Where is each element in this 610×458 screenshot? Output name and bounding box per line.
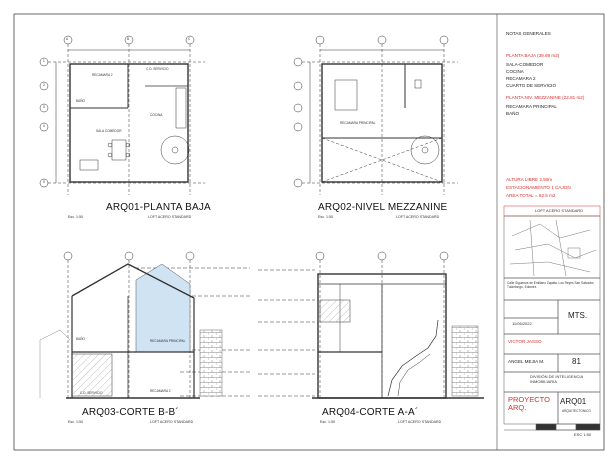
grid-row-3: 3 — [43, 105, 45, 109]
section2-title: ARQ04-CORTE A-A´ — [322, 407, 419, 418]
tb-header: LOFT ACERO STANDARD — [535, 208, 584, 213]
plan1-room-3: COCINA — [150, 113, 163, 117]
plan-2-drawing — [294, 36, 458, 195]
grid-row-4: 4 — [43, 124, 45, 128]
notes-altura: ALTURA LIBRE 2.50m — [506, 177, 553, 182]
section1-title: ARQ03-CORTE B-B´ — [82, 407, 179, 418]
plan1-room-2: C.D. SERVICIO — [146, 67, 169, 71]
grid-row-2: 2 — [43, 83, 45, 87]
section2-type: LOFT ACERO STANDARD — [398, 420, 442, 424]
section1-type: LOFT ACERO STANDARD — [150, 420, 194, 424]
plan-1-drawing — [40, 36, 205, 195]
tb-sheet-code: ARQ01 — [560, 397, 587, 406]
notes-heading: NOTAS GENERALES — [506, 31, 551, 36]
notes-estacionamiento: ESTACIONAMIENTO 1 CAJON — [506, 185, 571, 190]
section1-room-4: RECAMARA 2 — [150, 389, 171, 393]
notes-pb-item: COCINA — [506, 69, 524, 74]
section1-room-1: BAÑO — [76, 337, 86, 341]
plan2-scale: Esc. 1:50 — [318, 215, 333, 219]
plan1-type: LOFT ACERO STANDARD — [148, 215, 192, 219]
plan1-scale: Esc. 1:50 — [68, 215, 83, 219]
notes-mz-title: PLANTA NIV. MEZZANINE (22.81 m2) — [506, 95, 585, 100]
tb-division: DIVISIÓN DE INTELIGENCIA INMOBILIARIA — [530, 374, 583, 384]
tb-sheet-desc: ARQUITECTONICO — [562, 409, 591, 413]
tb-scale-label: MTS. — [568, 311, 588, 320]
plan1-room-1: RECAMARA 2 — [92, 73, 113, 77]
notes-mz-item: BAÑO — [506, 111, 520, 116]
section-1-drawing — [40, 252, 250, 400]
plan1-room-4: SALA COMEDOR — [96, 129, 122, 133]
tb-bottom-scale: ESC 1:50 — [574, 432, 592, 437]
tb-sheet-num: 81 — [572, 357, 581, 366]
notes-pb-item: CUARTO DE SERVICIO — [506, 83, 557, 88]
section2-scale: Esc. 1:50 — [320, 420, 335, 424]
grid-row-5: 5 — [43, 180, 45, 184]
section1-room-3: C.D. SERVICIO — [80, 391, 103, 395]
plan1-title: ARQ01-PLANTA BAJA — [106, 202, 211, 213]
tb-designer: VICTOR JASSO — [508, 339, 542, 344]
grid-row-1: 1 — [43, 59, 45, 63]
plan1-room-5: BAÑO — [76, 99, 86, 103]
section-2-drawing — [258, 252, 484, 400]
tb-address: Calle Siguenza de Emiliano Zapata, Los Reyes San Salvador, Tulantongo, Edomex — [507, 281, 595, 289]
grid-col-a: A — [66, 37, 69, 41]
plan2-room-1: RECAMARA PRINCIPAL — [340, 121, 376, 125]
plan2-title: ARQ02-NIVEL MEZZANINE — [318, 202, 448, 213]
tb-reviewer: ANGEL MEJIA M. — [508, 359, 545, 364]
notes-pb-item: RECAMARA 2 — [506, 76, 536, 81]
tb-project: PROYECTO ARQ. — [508, 395, 550, 413]
notes-pb-title: PLANTA BAJA (39.69 m2) — [506, 53, 560, 58]
tb-date: 11/06/2022 — [512, 321, 532, 326]
section1-room-2: RECAMARA PRINCIPAL — [150, 339, 186, 343]
section1-scale: Esc. 1:50 — [68, 420, 83, 424]
plan2-type: LOFT ACERO STANDARD — [396, 215, 440, 219]
grid-col-c: C — [188, 37, 191, 41]
notes-area-total: AREA TOTAL = 62.5 m2 — [506, 193, 556, 198]
grid-col-b: B — [127, 37, 130, 41]
notes-pb-item: SALA-COMEDOR — [506, 62, 544, 67]
notes-mz-item: RECAMARA PRINCIPAL — [506, 104, 557, 109]
